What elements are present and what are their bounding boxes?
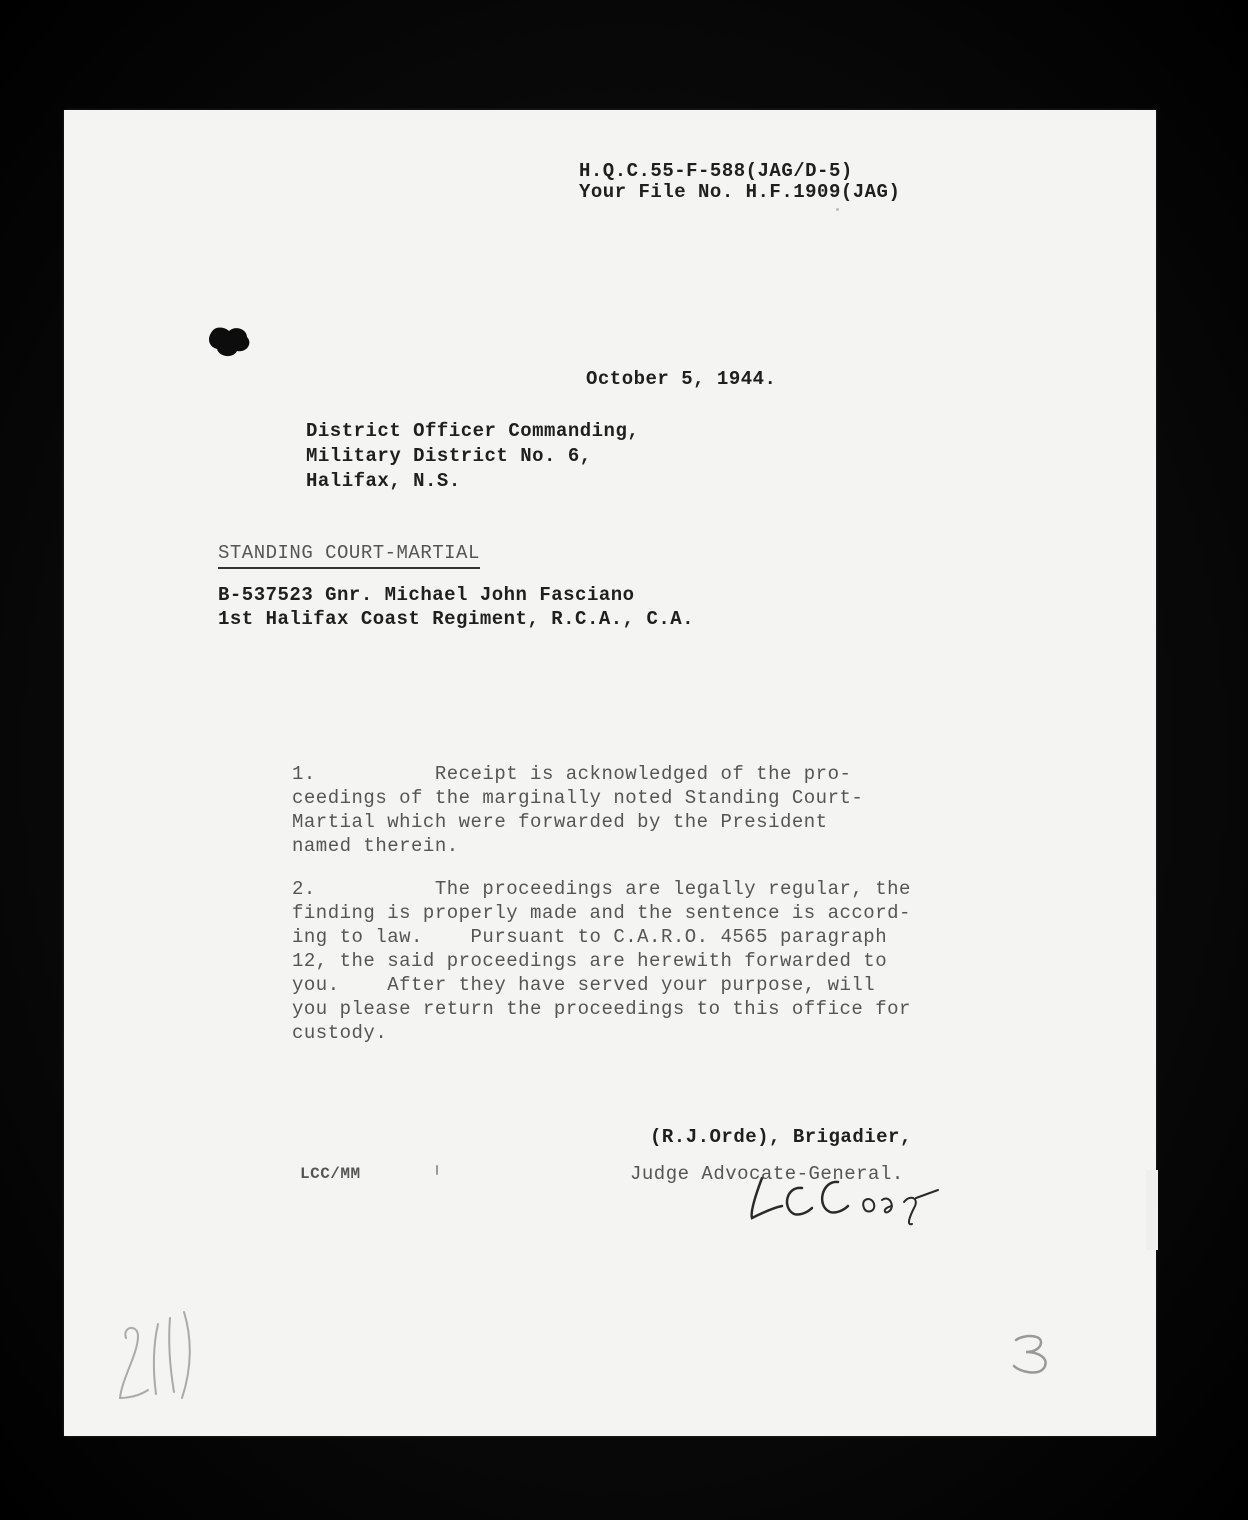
signatory-title: Judge Advocate-General.	[630, 1163, 904, 1185]
page-number-pencil	[1010, 1332, 1060, 1376]
paragraph-2-line-3: ing to law. Pursuant to C.A.R.O. 4565 paragraph	[292, 926, 888, 948]
paragraph-1-line-3: Martial which were forwarded by the President	[292, 811, 828, 833]
addressee-line-3: Halifax, N.S.	[306, 470, 461, 492]
paragraph-2-line-6: you please return the proceedings to this office for	[292, 998, 911, 1020]
reference-initials: LCC/MM	[300, 1165, 361, 1183]
subject-line-2: 1st Halifax Coast Regiment, R.C.A., C.A.	[218, 608, 695, 630]
paragraph-1-line-1: 1. Receipt is acknowledged of the pro-	[292, 763, 852, 785]
paragraph-2-line-2: finding is properly made and the sentence is accord-	[292, 902, 911, 924]
document-page	[64, 110, 1156, 1436]
pencil-margin-note	[112, 1298, 204, 1418]
subject-line-1: B-537523 Gnr. Michael John Fasciano	[218, 584, 635, 606]
paragraph-2-line-1: 2. The proceedings are legally regular, the	[292, 878, 911, 900]
paragraph-1-line-2: ceedings of the marginally noted Standing Court-	[292, 787, 864, 809]
signatory-name: (R.J.Orde), Brigadier,	[650, 1126, 912, 1148]
paragraph-2-line-7: custody.	[292, 1022, 388, 1044]
paragraph-1-line-4: named therein.	[292, 835, 459, 857]
paragraph-2-line-5: you. After they have served your purpose, will	[292, 974, 876, 996]
paragraph-2-line-4: 12, the said proceedings are herewith forwarded to	[292, 950, 888, 972]
subject-heading: STANDING COURT-MARTIAL	[218, 540, 480, 569]
page-edge-tab	[1146, 1170, 1158, 1250]
addressee-line-2: Military District No. 6,	[306, 445, 592, 467]
addressee-line-1: District Officer Commanding,	[306, 420, 640, 442]
file-reference-hq: H.Q.C.55-F-588(JAG/D-5)	[579, 160, 853, 182]
file-reference-your-file: Your File No. H.F.1909(JAG)	[579, 181, 901, 203]
film-speck	[836, 208, 839, 211]
film-speck	[436, 1165, 438, 1175]
ink-blot-mark	[207, 323, 253, 359]
letter-date: October 5, 1944.	[586, 368, 777, 390]
